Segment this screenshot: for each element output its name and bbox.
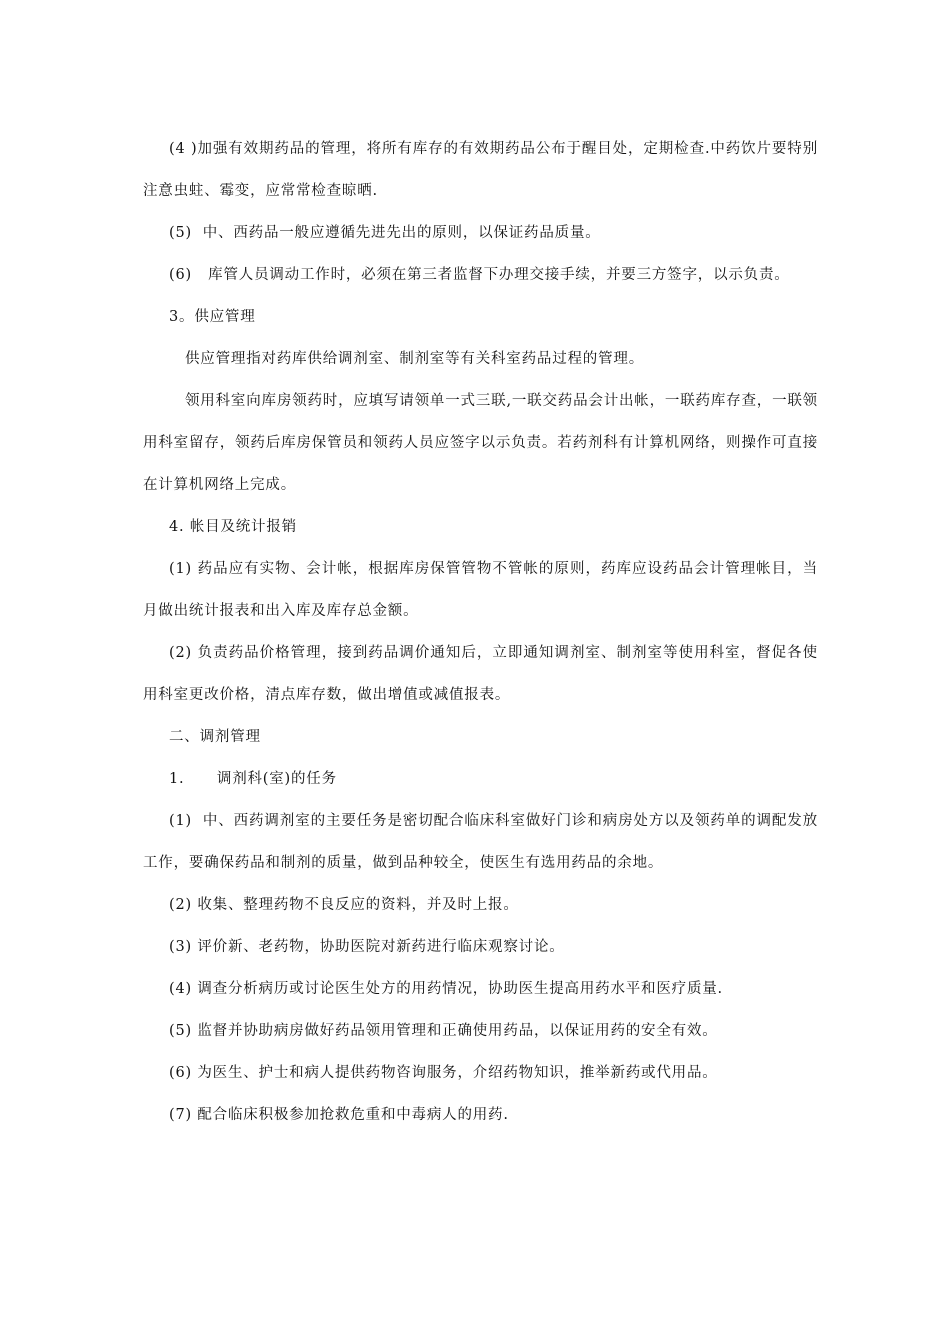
- heading-supply-management: 3。供应管理: [169, 309, 256, 325]
- paragraph-accounts: (1) 药品应有实物、会计帐，根据库房保管管物不管帐的原则，药库应设药品会计管理帐目，当月做出统计报表和出入库及库存总金额。: [143, 561, 818, 619]
- heading-dispensing-management: 二、调剂管理: [169, 729, 261, 745]
- paragraph-prescription-analysis: (4) 调查分析病历或讨论医生处方的用药情况，协助医生提高用药水平和医疗质量.: [169, 981, 723, 997]
- paragraph-adverse-reactions: (2) 收集、整理药物不良反应的资料，并及时上报。: [169, 897, 519, 913]
- paragraph-ward-supervision: (5) 监督并协助病房做好药品领用管理和正确使用药品，以保证用药的安全有效。: [169, 1023, 718, 1039]
- heading-accounts-statistics: 4. 帐目及统计报销: [169, 519, 297, 535]
- paragraph-drug-evaluation: (3) 评价新、老药物，协助医院对新药进行临床观察讨论。: [169, 939, 565, 955]
- paragraph-price-management: (2) 负责药品价格管理，接到药品调价通知后，立即通知调剂室、制剂室等使用科室，督促各使用科室更改价格，清点库存数，做出增值或减值报表。: [143, 645, 818, 703]
- paragraph-emergency: (7) 配合临床积极参加抢救危重和中毒病人的用药.: [169, 1107, 509, 1123]
- paragraph-handover: (6) 库管人员调动工作时，必须在第三者监督下办理交接手续，并要三方签字，以示负责。: [169, 267, 790, 283]
- paragraph-supply-definition: 供应管理指对药库供给调剂室、制剂室等有关科室药品过程的管理。: [185, 351, 644, 367]
- paragraph-expiry-management: (4 )加强有效期药品的管理，将所有库存的有效期药品公布于醒目处，定期检查.中药饮片要特别注意虫蛀、霉变，应常常检查晾晒.: [143, 141, 818, 199]
- paragraph-consultation: (6) 为医生、护士和病人提供药物咨询服务，介绍药物知识，推举新药或代用品。: [169, 1065, 718, 1081]
- paragraph-fifo: (5) 中、西药品一般应遵循先进先出的原则，以保证药品质量。: [169, 225, 601, 241]
- paragraph-requisition: 领用科室向库房领药时，应填写请领单一式三联,一联交药品会计出帐，一联药库存查，一联领用科室留存，领药后库房保管员和领药人员应签字以示负责。若药剂科有计算机网络，则操作可直接在计算机网络上完成。: [143, 393, 818, 493]
- heading-dispensing-tasks: 1. 调剂科(室)的任务: [169, 771, 337, 787]
- paragraph-dispensing-main-task: (1) 中、西药调剂室的主要任务是密切配合临床科室做好门诊和病房处方以及领药单的调配发放工作，要确保药品和制剂的质量，做到品种较全，使医生有选用药品的余地。: [143, 813, 818, 871]
